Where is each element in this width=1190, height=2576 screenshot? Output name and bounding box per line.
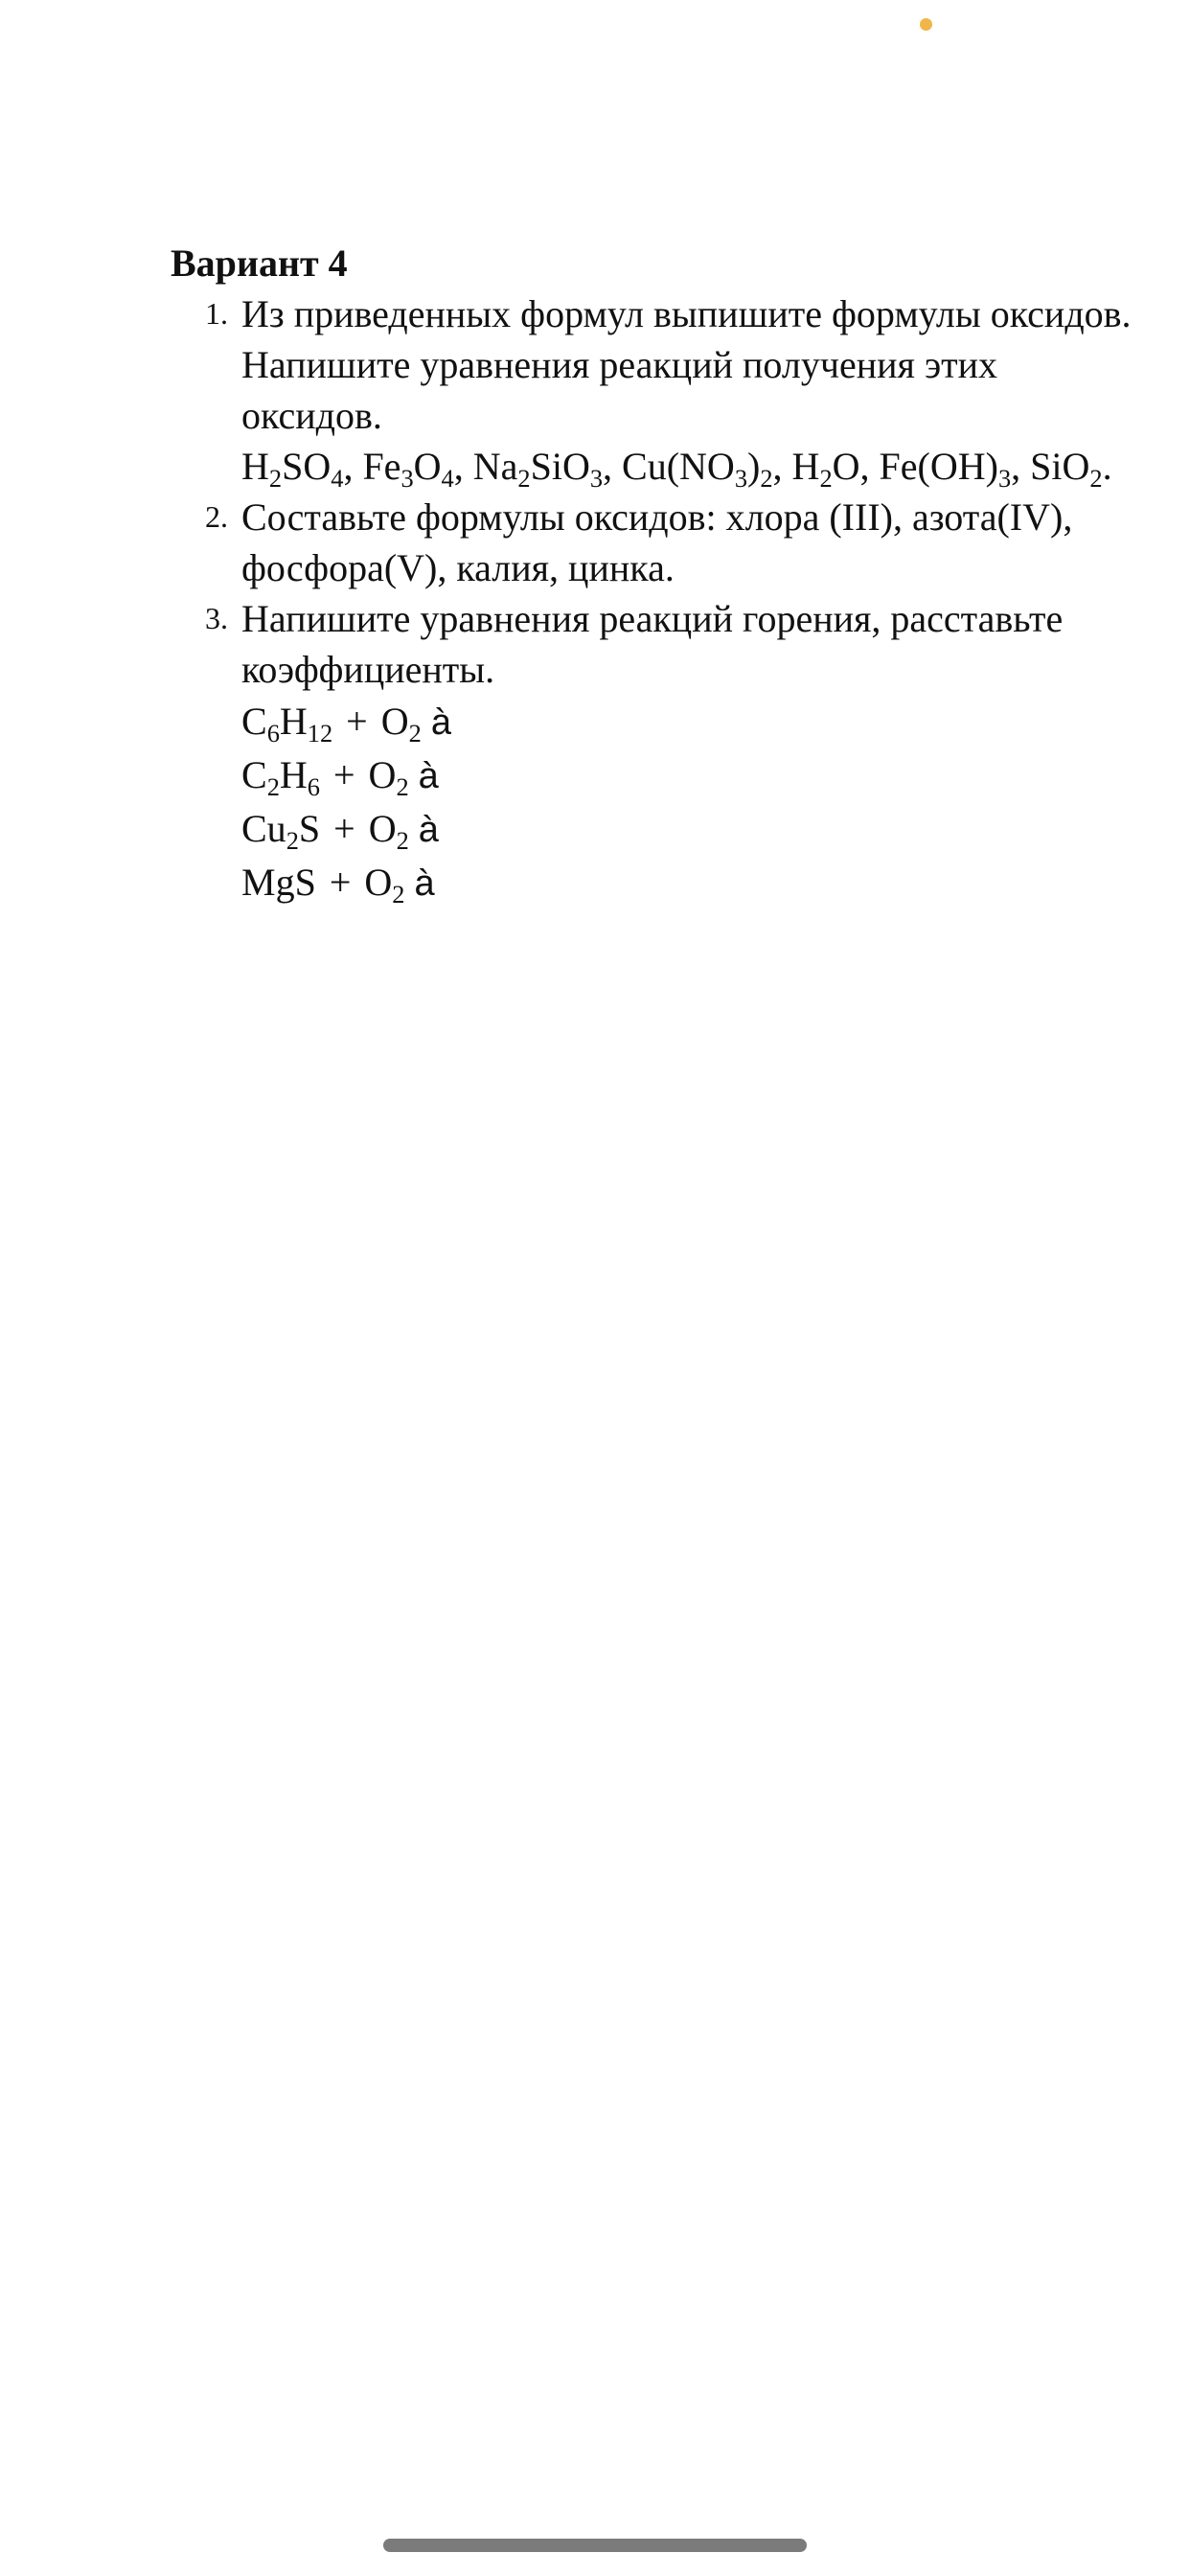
task-text: Составьте формулы оксидов: хлора (III), азота(IV), фосфора(V), калия, цинка. [241, 495, 1073, 589]
variant-title: Вариант 4 [171, 242, 348, 285]
plus-sign: + [333, 807, 355, 850]
reaction-arrow: à [414, 863, 435, 904]
equation-row [241, 856, 1138, 909]
oxygen-formula: $O_2$ [368, 753, 409, 801]
task-text: Напишите уравнения реакций горения, расставьте коэффициенты. [241, 597, 1064, 691]
equation-row [241, 695, 1138, 748]
task-number: 1. [205, 296, 228, 331]
formula-list: $H_2SO_4$, $Fe_3O_4$, $Na_2SiO_3$, $Cu(NO_3)_2$, $H_2O$, $Fe(OH)_3$, SiO$_2$. [241, 445, 1112, 493]
task-item-1 [171, 288, 1138, 492]
equation-row [241, 748, 1138, 802]
reaction-arrow: à [418, 756, 439, 796]
task-number: 3. [205, 601, 228, 635]
oxygen-formula: $O_2$ [380, 700, 422, 748]
plus-sign: + [329, 861, 352, 904]
oxygen-formula: $O_2$ [368, 807, 409, 855]
plus-sign: + [346, 700, 368, 743]
oxygen-formula: $O_2$ [364, 861, 405, 908]
reactant-formula: $C_6H_{12}$ [241, 700, 333, 748]
reaction-arrow: à [418, 810, 439, 850]
reactant-formula: $Cu_2S$ [241, 807, 321, 855]
plus-sign: + [332, 753, 355, 796]
task-number: 2. [205, 499, 228, 534]
equation-row [241, 802, 1138, 856]
task-item-2 [171, 492, 1138, 593]
reaction-arrow: à [430, 702, 451, 743]
task-list [171, 288, 1138, 909]
reactant-formula: $C_2H_6$ [241, 753, 320, 801]
home-indicator-bar[interactable] [383, 2539, 807, 2552]
privacy-indicator-dot [920, 18, 932, 31]
task-text: Из приведенных формул выпишите формулы оксидов. Напишите уравнения реакций получения этих оксидов. [241, 292, 1132, 437]
document-body [171, 238, 1138, 909]
task-item-3 [171, 593, 1138, 909]
reactant-formula: MgS [241, 861, 316, 904]
